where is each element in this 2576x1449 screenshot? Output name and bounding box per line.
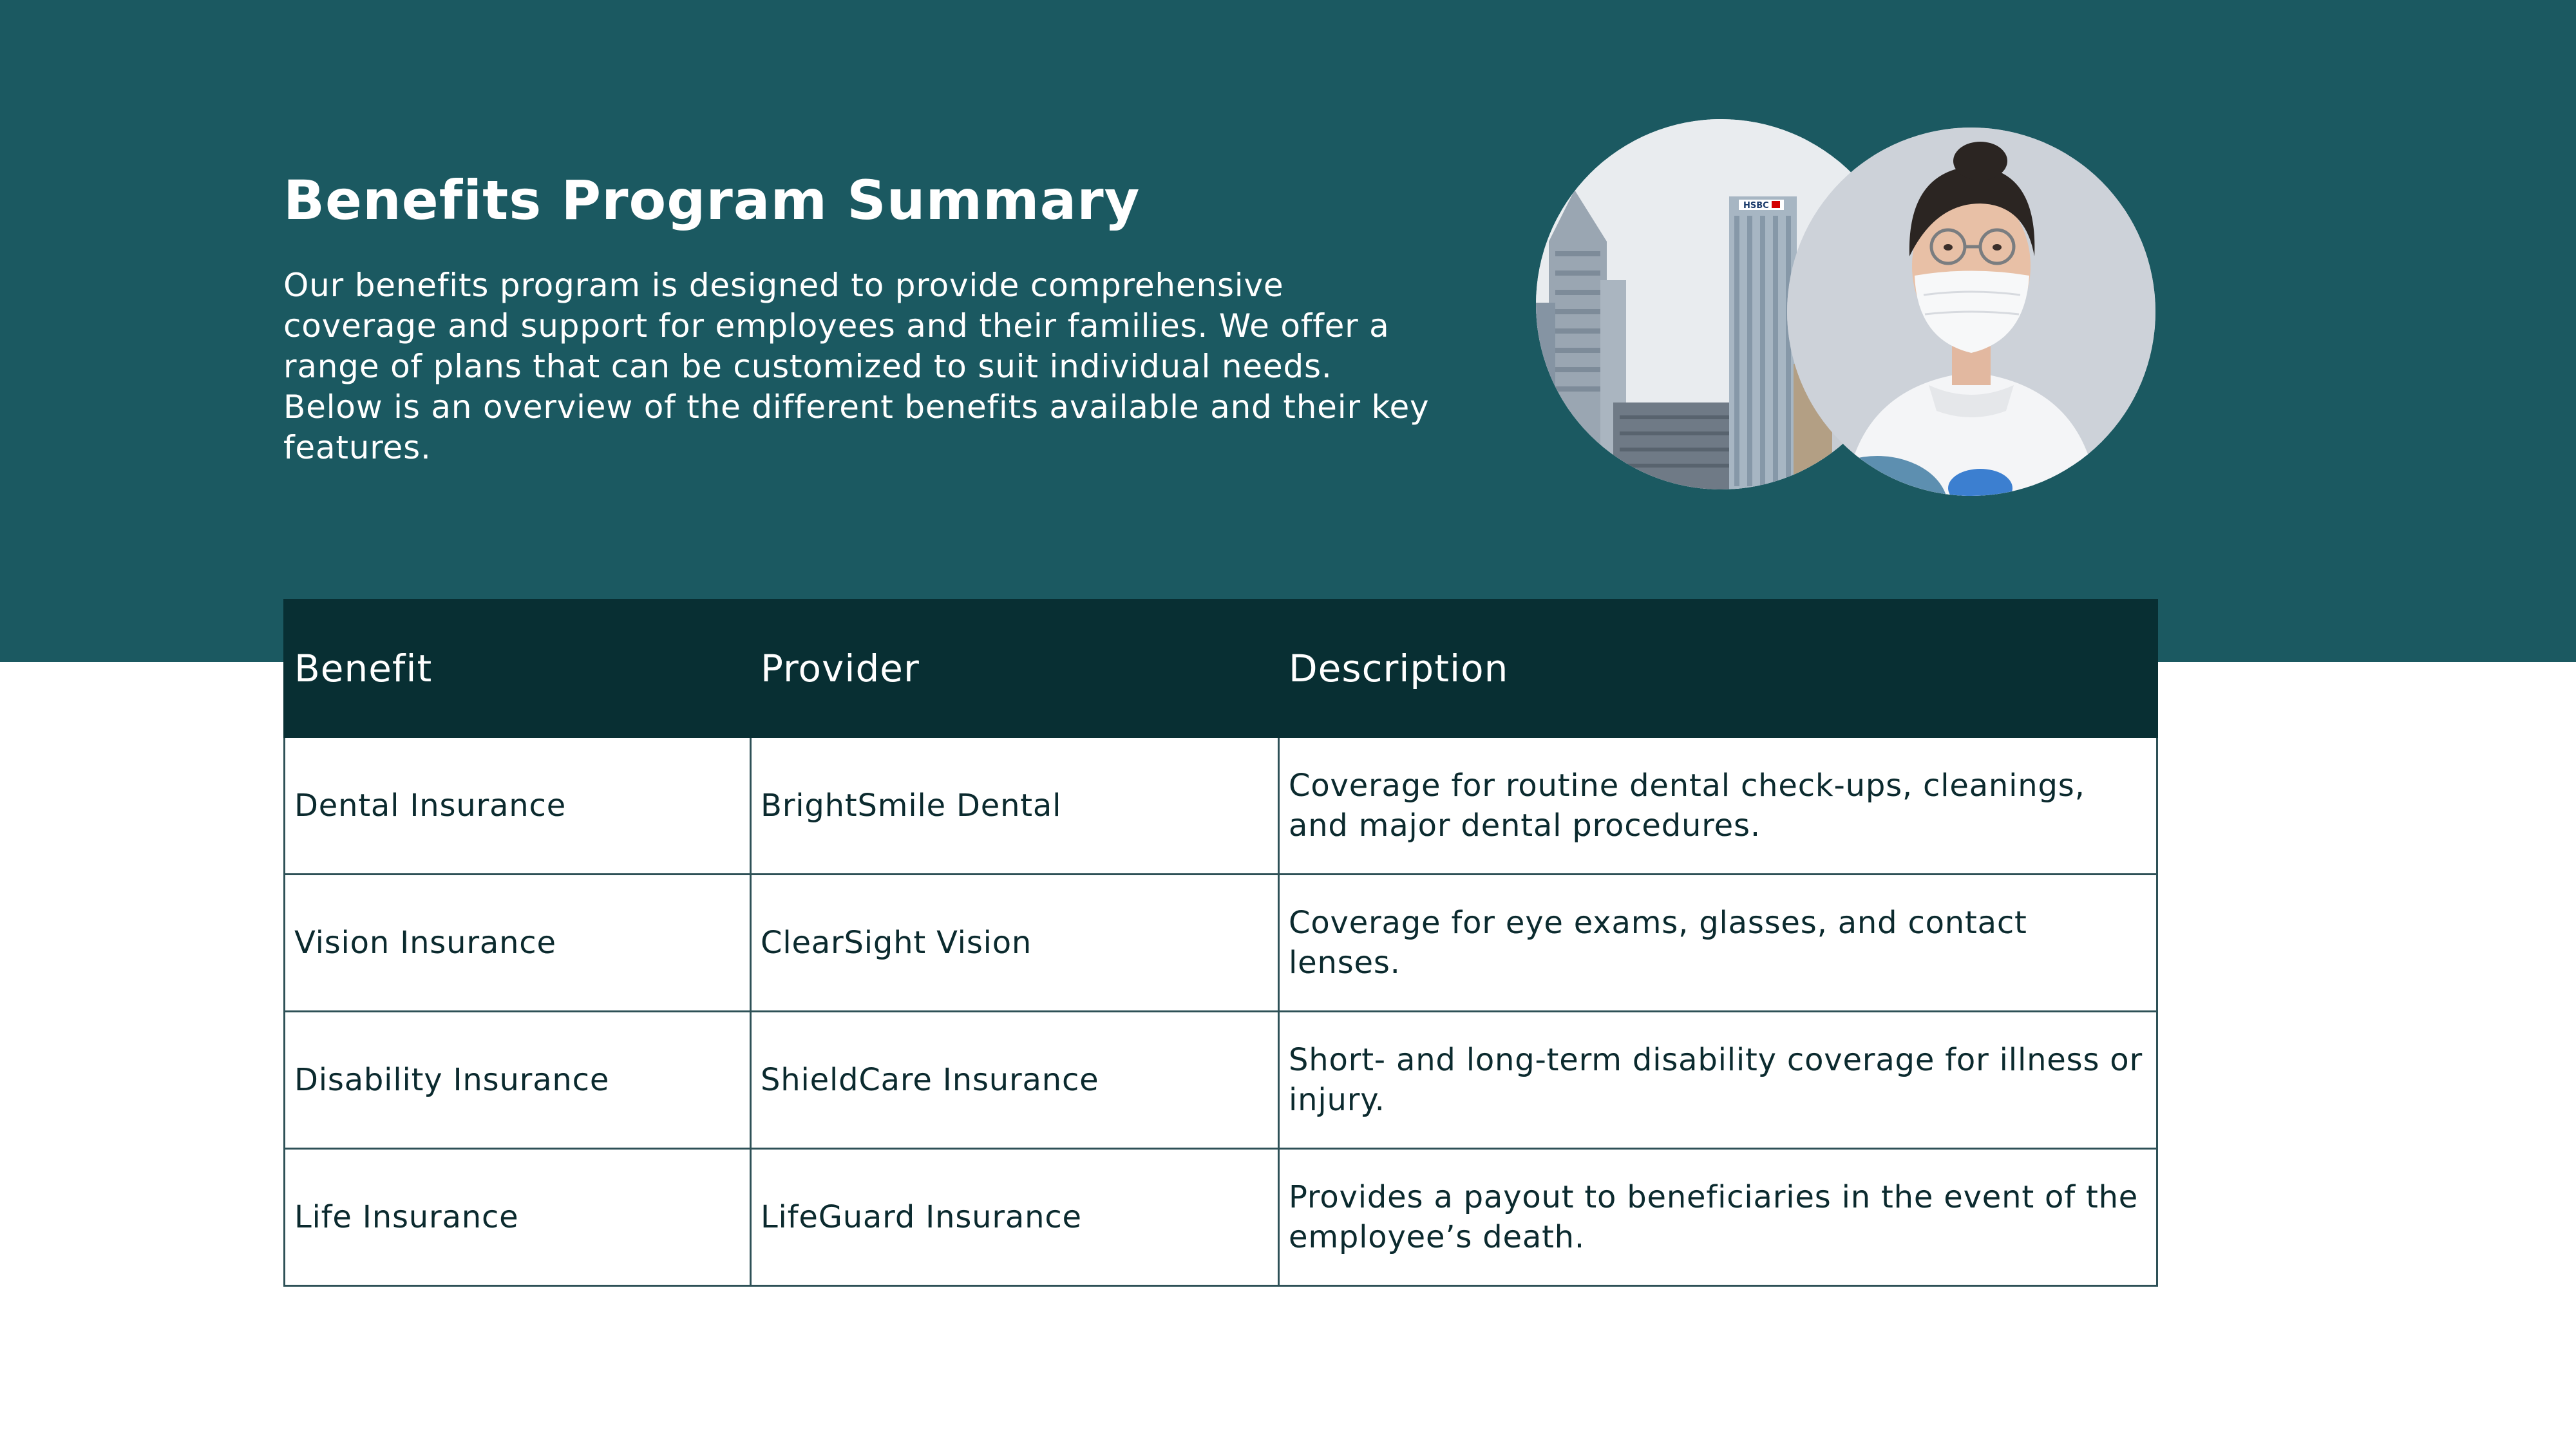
description-cell: Short- and long-term disability coverage for illness or injury. bbox=[1279, 1012, 2157, 1149]
table-row bbox=[285, 737, 2157, 875]
provider-cell: LifeGuard Insurance bbox=[751, 1149, 1279, 1286]
benefit-cell: Life Insurance bbox=[285, 1149, 751, 1286]
benefit-cell: Vision Insurance bbox=[285, 875, 751, 1012]
header-benefit: Benefit bbox=[285, 600, 751, 737]
table-header-row bbox=[285, 600, 2157, 737]
page-title: Benefits Program Summary bbox=[283, 169, 1141, 232]
provider-cell: BrightSmile Dental bbox=[751, 737, 1279, 875]
table-row bbox=[285, 875, 2157, 1012]
header-provider: Provider bbox=[751, 600, 1279, 737]
table-row bbox=[285, 1149, 2157, 1286]
header-description: Description bbox=[1279, 600, 2157, 737]
intro-paragraph: Our benefits program is designed to provide comprehensive coverage and support for employees and their families. We offer a range of plans that can be customized to suit individual needs. Below is an overview of the different benefits available and their key features. bbox=[283, 267, 1430, 466]
benefit-cell: Dental Insurance bbox=[285, 737, 751, 875]
description-cell: Coverage for eye exams, glasses, and contact lenses. bbox=[1279, 875, 2157, 1012]
description-cell: Provides a payout to beneficiaries in the event of the employee’s death. bbox=[1279, 1149, 2157, 1286]
benefit-cell: Disability Insurance bbox=[285, 1012, 751, 1149]
hsbc-sign: HSBC bbox=[1743, 201, 1769, 211]
provider-cell: ClearSight Vision bbox=[751, 875, 1279, 1012]
table-row bbox=[285, 1012, 2157, 1149]
benefits-table bbox=[283, 599, 2158, 1287]
masked-person-photo bbox=[1787, 128, 2155, 496]
provider-cell: ShieldCare Insurance bbox=[751, 1012, 1279, 1149]
description-cell: Coverage for routine dental check-ups, cleanings, and major dental procedures. bbox=[1279, 737, 2157, 875]
